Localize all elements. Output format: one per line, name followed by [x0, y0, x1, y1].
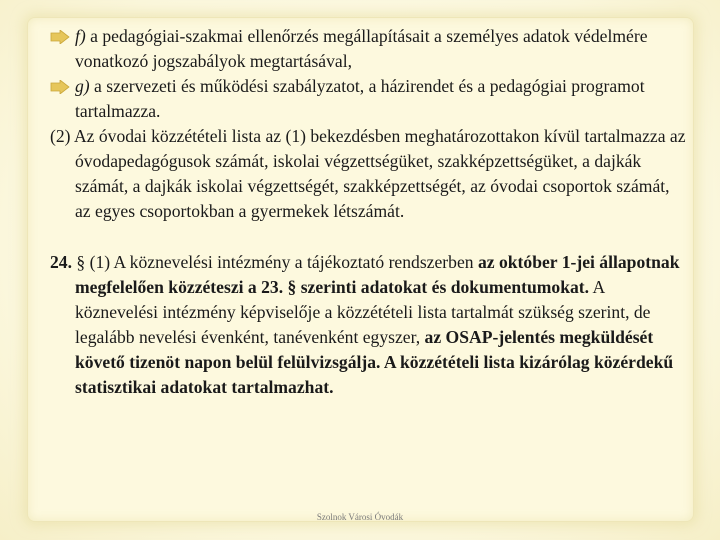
- bullet-arrow-icon: [50, 80, 70, 94]
- para-bold-text: az OSAP-jelentés megküldését követő tizenöt napon belül felülvizsgálja. A közzétételi lista kizárólag közérdekű statisztikai adatokat tartalmazhat.: [75, 327, 674, 397]
- bullet-letter: f): [75, 26, 86, 46]
- para-bold-text: az október 1-jei állapotnak megfelelően közzéteszi a 23. § szerinti adatokat és dokumentumokat.: [75, 252, 680, 297]
- slide-body: [50, 24, 686, 400]
- section-number: 24.: [50, 252, 72, 272]
- bullet-text: a szervezeti és működési szabályzatot, a házirendet és a pedagógiai programot tartalmazza.: [75, 76, 645, 121]
- para-text: § (1) A köznevelési intézmény a tájékoztató rendszerben: [72, 252, 478, 272]
- bullet-item-g: [50, 74, 686, 124]
- bullet-text: a pedagógiai-szakmai ellenőrzés megállapításait a személyes adatok védelmére vonatkozó jogszabályok megtartásával,: [75, 26, 648, 71]
- para-text: A köznevelési intézmény képviselője a közzétételi lista tartalmát szükség szerint, de legalább nevelési évenként, tanévenként egyszer,: [75, 277, 651, 347]
- bullet-arrow-icon: [50, 30, 70, 44]
- footer-text: Szolnok Városi Óvodák: [316, 512, 404, 522]
- bullet-item-f: [50, 24, 686, 74]
- paragraph-2: (2) Az óvodai közzétételi lista az (1) bekezdésben meghatározottakon kívül tartalmazza az óvodapedagógusok számát, iskolai végzettségüket, szakképzettségüket, a dajkák számát, a dajkák iskolai végzettségét, szakképzettségét, az óvodai csoportok számát, az egyes csoportokban a gyermekek létszámát.: [50, 126, 686, 221]
- paragraph-24: [50, 250, 686, 400]
- bullet-letter: g): [75, 76, 90, 96]
